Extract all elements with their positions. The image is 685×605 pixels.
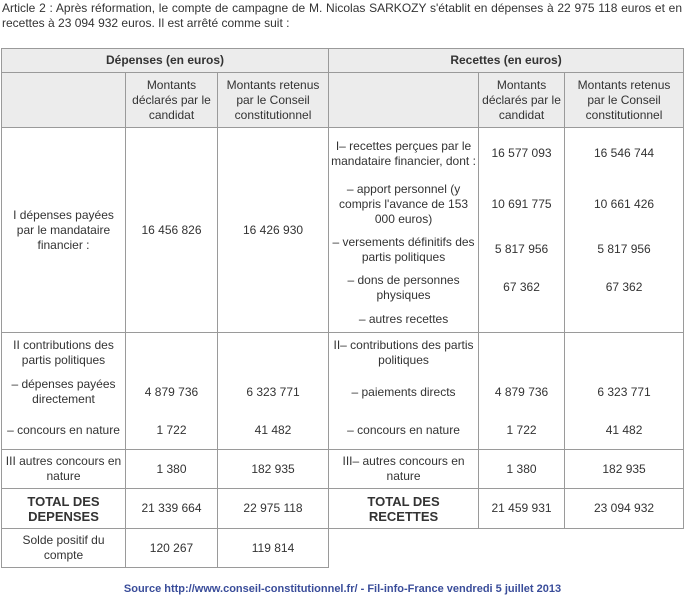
rec-dons-retained: 67 362 <box>605 280 643 294</box>
rec-paiements-label: – paiements directs <box>351 384 456 399</box>
dep-ii-retained-blank <box>218 333 328 373</box>
dep-solde-declared: 120 267 <box>126 529 218 568</box>
rec-iii-declared: 1 380 <box>479 450 565 489</box>
rec-ii-labels <box>329 333 479 450</box>
rec-dons-label: – dons de personnes physiques <box>347 272 460 302</box>
rec-apport-declared: 10 691 775 <box>491 197 552 211</box>
rec-autres-retained <box>565 307 683 332</box>
rec-iii-retained: 182 935 <box>565 450 684 489</box>
dep-i-label: I dépenses payées par le mandataire financier : <box>2 128 126 333</box>
campaign-account-table <box>1 48 684 568</box>
rec-i-retained: 16 546 744 <box>594 146 655 160</box>
rec-iii-label: III– autres concours en nature <box>329 450 479 489</box>
table-row-total <box>2 489 684 529</box>
dep-solde-label: Solde positif du compte <box>2 529 126 568</box>
rec-i-declared: 16 577 093 <box>491 146 552 160</box>
rec-versements-label: – versements définitifs des partis politiques <box>332 234 475 264</box>
dep-iii-retained: 182 935 <box>218 450 329 489</box>
section-header-row <box>2 49 684 73</box>
dep-total-label: TOTAL DES DEPENSES <box>2 489 126 529</box>
dep-ii-labels <box>2 333 126 450</box>
recettes-retained-header: Montants retenus par le Conseil constitutionnel <box>565 73 684 128</box>
rec-total-declared: 21 459 931 <box>479 489 565 529</box>
rec-concours-declared: 1 722 <box>506 422 537 437</box>
table-row-ii <box>2 333 684 450</box>
rec-ii-retained-blank <box>565 333 683 373</box>
recettes-label-header <box>329 73 479 128</box>
dep-total-declared: 21 339 664 <box>126 489 218 529</box>
rec-autres-declared <box>479 307 564 332</box>
dep-ii-b-label: – concours en nature <box>7 422 120 437</box>
recettes-declared-header: Montants déclarés par le candidat <box>479 73 565 128</box>
table-row-i <box>2 128 684 333</box>
dep-ii-declared-blank <box>126 333 217 373</box>
dep-ii-b-retained: 41 482 <box>254 422 292 437</box>
dep-i-retained: 16 426 930 <box>218 128 329 333</box>
table-row-solde <box>2 529 684 568</box>
dep-ii-a-label: – dépenses payées directement <box>11 377 116 406</box>
rec-apport-retained: 10 661 426 <box>594 197 655 211</box>
rec-i-retained-values <box>565 128 684 333</box>
dep-total-retained: 22 975 118 <box>218 489 329 529</box>
depenses-header: Dépenses (en euros) <box>2 49 329 73</box>
rec-ii-label: II– contributions des partis politiques <box>333 338 474 367</box>
rec-total-retained: 23 094 932 <box>565 489 684 529</box>
rec-i-label: I– recettes perçues par le mandataire financier, dont : <box>331 138 476 168</box>
table-row-iii <box>2 450 684 489</box>
article-intro: Article 2 : Après réformation, le compte de campagne de M. Nicolas SARKOZY s'établit en dépenses à 22 975 118 euros et en recettes à 23 094 932 euros. Il est arrêté comme suit : <box>2 1 682 30</box>
empty-cell <box>329 529 479 568</box>
dep-iii-label: III autres concours en nature <box>2 450 126 489</box>
rec-concours-label: – concours en nature <box>347 422 460 437</box>
rec-apport-label: – apport personnel (y compris l'avance de 153 000 euros) <box>339 182 469 226</box>
dep-ii-declared-values <box>126 333 218 450</box>
rec-autres-label: – autres recettes <box>358 311 449 326</box>
dep-solde-retained: 119 814 <box>218 529 329 568</box>
dep-ii-a-retained: 6 323 771 <box>246 384 300 399</box>
rec-versements-declared: 5 817 956 <box>494 242 549 256</box>
dep-ii-b-declared: 1 722 <box>156 422 187 437</box>
depenses-label-header <box>2 73 126 128</box>
dep-ii-label: II contributions des partis politiques <box>13 338 114 367</box>
rec-versements-retained: 5 817 956 <box>597 242 651 256</box>
rec-ii-retained-values <box>565 333 684 450</box>
rec-ii-declared-values <box>479 333 565 450</box>
rec-paiements-declared: 4 879 736 <box>494 384 549 399</box>
source-caption: Source http://www.conseil-constitutionnel.fr/ - Fil-info-France vendredi 5 juillet 2013 <box>123 583 562 595</box>
rec-dons-declared: 67 362 <box>503 280 540 294</box>
empty-cell <box>479 529 565 568</box>
dep-ii-a-declared: 4 879 736 <box>144 384 199 399</box>
recettes-header: Recettes (en euros) <box>329 49 684 73</box>
rec-i-labels <box>329 128 479 333</box>
empty-cell <box>565 529 684 568</box>
rec-i-declared-values <box>479 128 565 333</box>
rec-ii-declared-blank <box>479 333 564 373</box>
depenses-declared-header: Montants déclarés par le candidat <box>126 73 218 128</box>
column-header-row <box>2 73 684 128</box>
dep-ii-retained-values <box>218 333 329 450</box>
dep-iii-declared: 1 380 <box>126 450 218 489</box>
depenses-retained-header: Montants retenus par le Conseil constitutionnel <box>218 73 329 128</box>
rec-total-label: TOTAL DES RECETTES <box>329 489 479 529</box>
dep-i-declared: 16 456 826 <box>126 128 218 333</box>
rec-concours-retained: 41 482 <box>605 422 643 437</box>
rec-paiements-retained: 6 323 771 <box>597 384 651 399</box>
